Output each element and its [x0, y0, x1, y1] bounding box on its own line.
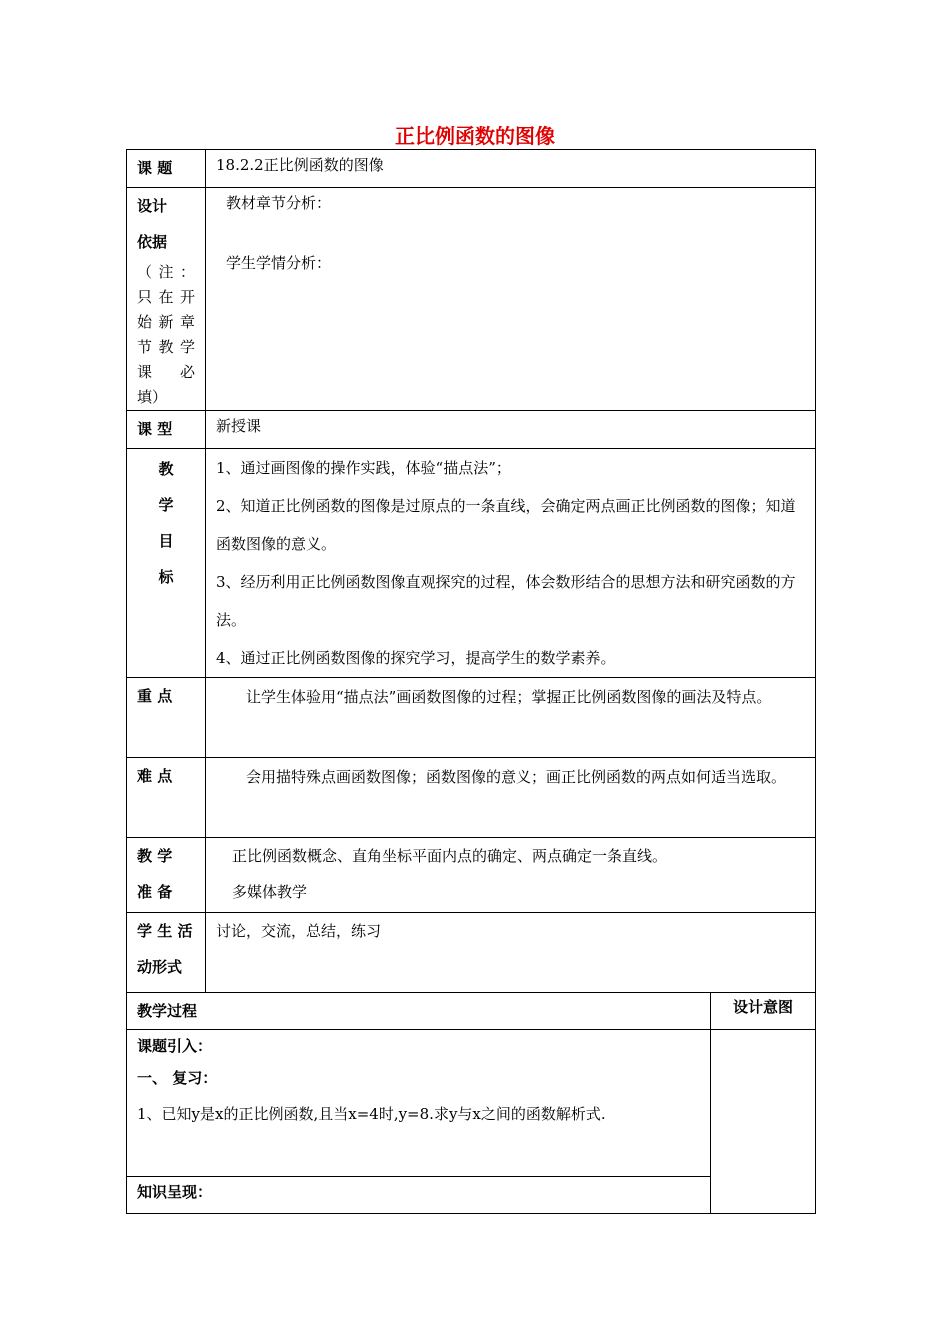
goals-label-3: 目 — [158, 532, 174, 550]
design-line-2: 学生学情分析： — [226, 254, 332, 272]
row-process-header — [127, 993, 816, 1030]
lesson-plan-table — [126, 149, 816, 1214]
goal-item-1: 1、通过画图像的操作实践，体验“描点法”； — [216, 459, 511, 477]
goal-item-4: 4、通过正比例函数图像的探究学习，提高学生的数学素养。 — [216, 649, 616, 667]
process-intent-cell — [711, 1030, 816, 1214]
key-content — [206, 678, 816, 758]
process-review: 一、 复习： — [137, 1069, 218, 1087]
design-note-1: （ 注 ： — [137, 263, 195, 281]
activity-label-2: 动形式 — [137, 958, 183, 976]
goal-item-3: 3、经历利用正比例函数图像直观探究的过程，体会数形结合的思想方法和研究函数的方法。 — [216, 573, 796, 629]
process-question: 1、已知y是x的正比例函数,且当x=4时,y=8.求y与x之间的函数解析式. — [137, 1105, 606, 1123]
process-knowledge: 知识呈现： — [127, 1177, 711, 1214]
design-note-5: 课 必 — [137, 363, 195, 381]
process-header-right: 设计意图 — [711, 993, 816, 1030]
topic-label: 课 题 — [127, 150, 206, 188]
process-body — [127, 1030, 711, 1177]
prep-label-2: 准 备 — [137, 883, 173, 901]
prep-line-2: 多媒体教学 — [232, 883, 308, 901]
prep-label-1: 教 学 — [137, 847, 173, 865]
row-difficult — [127, 758, 816, 838]
goal-item-2: 2、知道正比例函数的图像是过原点的一条直线，会确定两点画正比例函数的图像；知道函数图像的意义。 — [216, 497, 796, 553]
design-note-4: 节 教 学 — [137, 338, 195, 356]
key-label: 重 点 — [127, 678, 206, 758]
key-value: 让学生体验用“描点法”画函数图像的过程；掌握正比例函数图像的画法及特点。 — [246, 688, 772, 706]
goals-label-2: 学 — [158, 496, 174, 514]
difficult-value: 会用描特殊点画函数图像；函数图像的意义；画正比例函数的两点如何适当选取。 — [246, 768, 787, 786]
activity-label-1: 学 生 活 — [137, 922, 193, 940]
design-label-1: 设计 — [137, 197, 168, 215]
type-label: 课 型 — [127, 411, 206, 449]
design-note-2: 只 在 开 — [137, 288, 195, 306]
design-note-6: 填） — [137, 388, 168, 406]
design-content — [206, 188, 816, 411]
process-intro: 课题引入： — [137, 1037, 213, 1055]
design-line-1: 教材章节分析： — [226, 194, 332, 212]
process-header-left: 教学过程 — [127, 993, 711, 1030]
goals-content — [206, 449, 816, 678]
row-process-body — [127, 1030, 816, 1177]
row-activity — [127, 913, 816, 993]
row-prep — [127, 838, 816, 913]
row-key — [127, 678, 816, 758]
difficult-label: 难 点 — [127, 758, 206, 838]
prep-content — [206, 838, 816, 913]
row-type — [127, 411, 816, 449]
goals-label-cell — [127, 449, 206, 678]
design-note-3: 始 新 章 — [137, 313, 195, 331]
type-value: 新授课 — [206, 411, 816, 449]
difficult-content — [206, 758, 816, 838]
design-label-cell — [127, 188, 206, 411]
page-title: 正比例函数的图像 — [395, 124, 555, 148]
row-goals — [127, 449, 816, 678]
goals-label-4: 标 — [158, 568, 174, 586]
prep-label-cell — [127, 838, 206, 913]
activity-label-cell — [127, 913, 206, 993]
prep-line-1: 正比例函数概念、直角坐标平面内点的确定、两点确定一条直线。 — [232, 847, 668, 865]
topic-value: 18.2.2正比例函数的图像 — [206, 150, 816, 188]
design-label-2: 依据 — [137, 233, 168, 251]
activity-value: 讨论，交流，总结，练习 — [206, 913, 816, 993]
row-design — [127, 188, 816, 411]
goals-label-1: 教 — [158, 460, 174, 478]
row-topic — [127, 150, 816, 188]
